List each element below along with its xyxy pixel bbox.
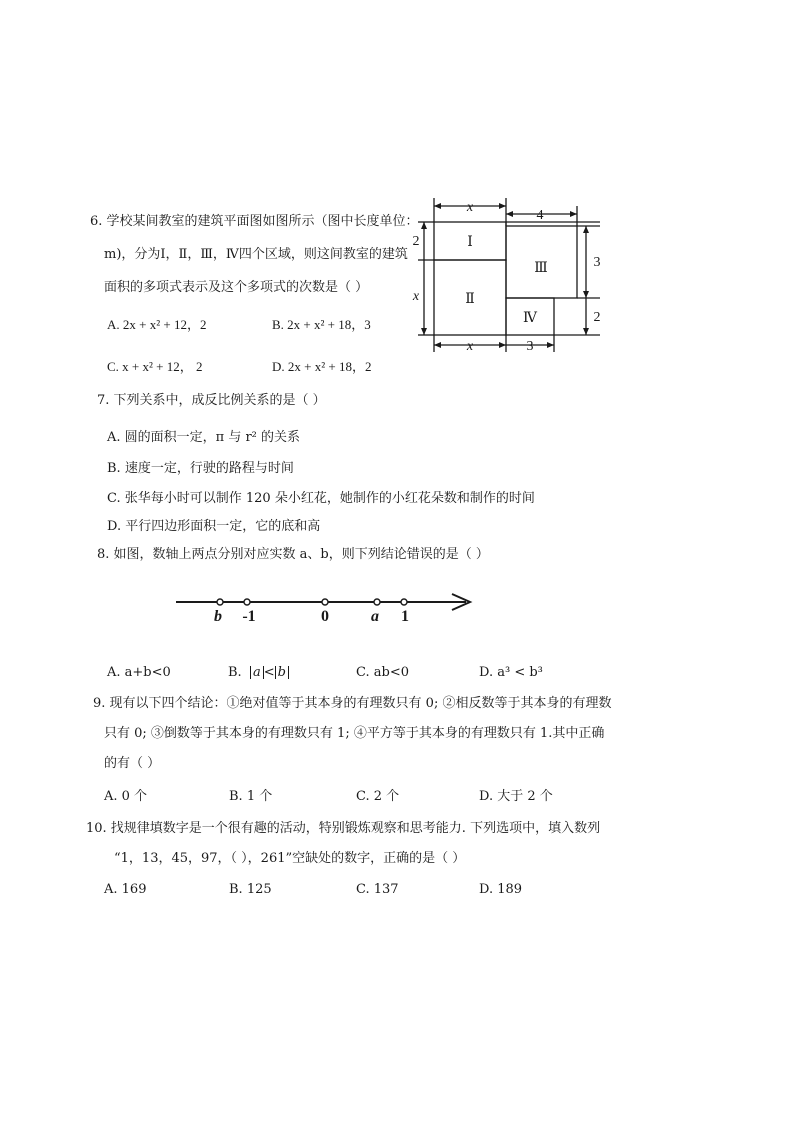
q9-stem-line2: 只有 0; ③倒数等于其本身的有理数只有 1; ④平方等于其本身的有理数只有 1.其中正确 <box>104 726 605 741</box>
axis-point-zero <box>322 599 328 605</box>
axis-point-one <box>401 599 407 605</box>
axis-label-b: b <box>214 608 222 625</box>
axis-label-zero: 0 <box>321 608 329 625</box>
fig-label-left-2: 2 <box>412 234 420 249</box>
q8-option-b-abs-b: b <box>275 666 289 679</box>
q7-option-c: C. 张华每小时可以制作 120 朵小红花，她制作的小红花朵数和制作的时间 <box>107 491 535 506</box>
fig-label-right-2: 2 <box>593 310 601 325</box>
q6-option-c: C. x + x² + 12， 2 <box>107 359 203 374</box>
q9-stem-line1: 9. 现有以下四个结论：①绝对值等于其本身的有理数只有 0; ②相反数等于其本身的有理数 <box>93 696 612 711</box>
q6-stem-line2: m)，分为Ⅰ，Ⅱ，Ⅲ，Ⅳ四个区域，则这间教室的建筑 <box>104 247 408 262</box>
q8-option-b-prefix: B. <box>228 665 242 680</box>
q7-option-b: B. 速度一定，行驶的路程与时间 <box>107 461 294 476</box>
q8-option-b <box>228 666 289 679</box>
q8-option-c: C. ab<0 <box>356 665 409 680</box>
axis-point-b <box>217 599 223 605</box>
q9-stem-line3: 的有（ ） <box>104 756 161 771</box>
axis-point-a <box>374 599 380 605</box>
q8-option-b-lt: < <box>263 665 275 680</box>
axis-label-neg1: -1 <box>242 608 256 625</box>
fig-region-2: Ⅱ <box>465 292 475 307</box>
q7-option-a: A. 圆的面积一定，π 与 r² 的关系 <box>107 430 301 445</box>
fig-label-top-4: 4 <box>536 208 544 223</box>
fig-label-right-3: 3 <box>593 255 601 270</box>
fig-region-4: Ⅳ <box>523 311 537 326</box>
q6-option-b: B. 2x + x² + 18，3 <box>272 317 371 332</box>
fig-region-3: Ⅲ <box>534 261 548 276</box>
q9-option-d: D. 大于 2 个 <box>479 789 553 804</box>
q6-option-a: A. 2x + x² + 12，2 <box>107 317 207 332</box>
q6-option-d: D. 2x + x² + 18，2 <box>272 359 372 374</box>
q7-stem: 7. 下列关系中，成反比例关系的是（ ） <box>97 393 326 408</box>
q6-stem-line1: 6. 学校某间教室的建筑平面图如图所示（图中长度单位： <box>90 214 419 229</box>
q9-option-c: C. 2 个 <box>356 789 400 804</box>
fig-label-bot-x: x <box>466 339 474 354</box>
q10-option-a: A. 169 <box>104 882 147 897</box>
q7-option-d: D. 平行四边形面积一定，它的底和高 <box>107 519 321 534</box>
q8-option-d: D. a³ < b³ <box>479 665 543 680</box>
q8-stem: 8. 如图，数轴上两点分别对应实数 a、b，则下列结论错误的是（ ） <box>97 547 489 562</box>
q10-option-c: C. 137 <box>356 882 399 897</box>
axis-label-a: a <box>371 608 379 625</box>
q10-option-b: B. 125 <box>229 882 272 897</box>
q9-option-b: B. 1 个 <box>229 789 273 804</box>
q10-option-d: D. 189 <box>479 882 523 897</box>
fig-label-bot-3: 3 <box>526 339 534 354</box>
q10-stem-line1: 10. 找规律填数字是一个很有趣的活动，特别锻炼观察和思考能力. 下列选项中，填入数列 <box>86 821 601 836</box>
axis-point-neg1 <box>244 599 250 605</box>
fig-label-left-x: x <box>412 289 420 304</box>
q6-stem-line3: 面积的多项式表示及这个多项式的次数是（ ） <box>104 280 369 295</box>
q8-option-a: A. a+b<0 <box>107 665 171 680</box>
fig-label-top-x: x <box>466 200 474 215</box>
q9-option-a: A. 0 个 <box>104 789 148 804</box>
fig-region-1: Ⅰ <box>467 235 473 250</box>
q8-option-b-abs-a: a <box>250 666 264 679</box>
q10-stem-line2: “1，13，45，97，（ ），261”空缺处的数字，正确的是（ ） <box>114 851 466 866</box>
axis-label-one: 1 <box>401 608 409 625</box>
